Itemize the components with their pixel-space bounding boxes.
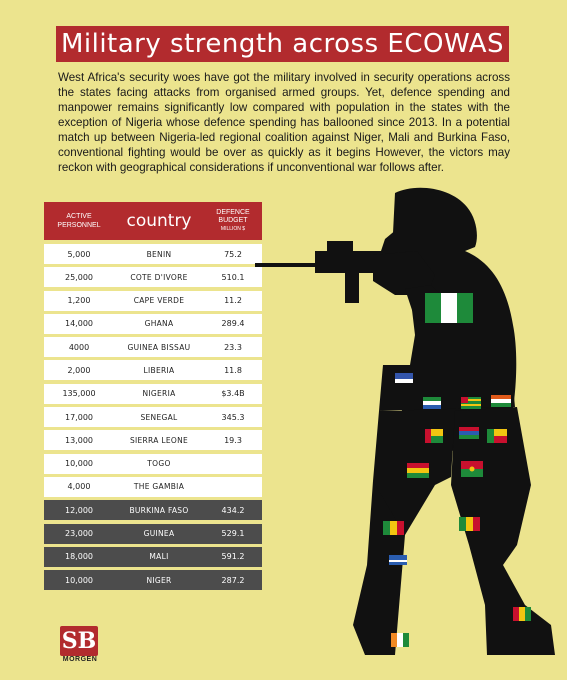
table-row [44, 547, 262, 567]
table-row [44, 454, 262, 474]
cell-country: CAPE VERDE [133, 296, 185, 306]
table-row [44, 314, 262, 334]
cell-active-personnel: 135,000 [62, 389, 96, 399]
cell-country: BURKINA FASO [129, 505, 189, 515]
strength-table [44, 202, 262, 593]
logo-mark: SB [61, 628, 97, 654]
cell-active-personnel: 4,000 [67, 482, 91, 492]
benin-flag-icon [487, 429, 507, 443]
header-budget-label: DEFENCE BUDGET [216, 209, 250, 224]
cell-country: GHANA [144, 319, 174, 329]
cell-defence-budget: 11.8 [224, 365, 242, 375]
cell-defence-budget: 529.1 [221, 529, 245, 539]
cell-country: NIGERIA [142, 389, 176, 399]
cell-active-personnel: 1,200 [67, 296, 91, 306]
table-row [44, 407, 262, 427]
table-row [44, 500, 262, 520]
burkina-faso-flag-icon [461, 461, 483, 477]
table-row [44, 430, 262, 450]
cell-country: SENEGAL [140, 412, 178, 422]
cell-active-personnel: 13,000 [65, 435, 93, 445]
gambia-flag-icon [459, 427, 479, 439]
cell-active-personnel: 2,000 [67, 365, 91, 375]
table-row [44, 570, 262, 590]
chart-title [56, 26, 509, 62]
cell-active-personnel: 10,000 [65, 459, 93, 469]
cell-defence-budget: 11.2 [224, 296, 242, 306]
cell-country: LIBERIA [143, 365, 175, 375]
table-row [44, 291, 262, 311]
mali-flag-icon [459, 517, 480, 531]
cell-active-personnel: 25,000 [65, 272, 93, 282]
ghana-flag-icon [407, 463, 429, 478]
cell-country: NIGER [146, 575, 172, 585]
cell-country: GUINEA [143, 529, 175, 539]
table-row [44, 337, 262, 357]
table-row [44, 360, 262, 380]
table-row [44, 384, 262, 404]
soldier-silhouette [255, 185, 567, 665]
cell-defence-budget: 345.3 [221, 412, 245, 422]
cell-defence-budget: 289.4 [221, 319, 245, 329]
header-active-personnel: ACTIVE PERSONNEL [57, 213, 101, 229]
table-row [44, 244, 262, 264]
cell-defence-budget: 434.2 [221, 505, 245, 515]
nigeria-flag-icon [425, 293, 473, 323]
table-header [44, 202, 262, 240]
cell-defence-budget: 19.3 [224, 435, 242, 445]
table-row [44, 267, 262, 287]
cell-country: THE GAMBIA [133, 482, 185, 492]
guinea-flag-icon [513, 607, 531, 621]
cell-country: TOGO [147, 459, 171, 469]
intro-paragraph: West Africa's security woes have got the military involved in security operations across the states facing attacks from organised armed groups. Yet, defence spending and manpower remains significantly low compared with population in the states with the exception of Nigeria whose defence spending has ballooned since 2013. In a potential match up between Nigeria-led regional coalition against Niger, Mali and Burkina Faso, conventional fighting would be over as quickly as it begins However, the victors may reckon with geographical considerations if unconventional war follows after. [58, 71, 510, 174]
senegal-flag-icon [383, 521, 404, 535]
cell-active-personnel: 18,000 [65, 552, 93, 562]
cell-defence-budget: 287.2 [221, 575, 245, 585]
cell-active-personnel: 4000 [68, 342, 90, 352]
title-text: Military strength across ECOWAS [60, 29, 505, 59]
header-budget-unit: MILLION $ [220, 226, 246, 232]
sierra-leone-flag-icon [423, 397, 441, 409]
cell-country: COTE D'IVORE [130, 272, 188, 282]
cell-active-personnel: 12,000 [65, 505, 93, 515]
togo-flag-icon [461, 397, 481, 409]
cell-country: SIERRA LEONE [129, 435, 189, 445]
cape-verde-flag-icon [389, 555, 407, 565]
table-row [44, 524, 262, 544]
cell-defence-budget: 75.2 [224, 249, 242, 259]
cell-country: GUINEA BISSAU [127, 342, 191, 352]
cell-defence-budget: 510.1 [221, 272, 245, 282]
cell-active-personnel: 17,000 [65, 412, 93, 422]
niger-flag-icon [491, 395, 511, 407]
header-country: country [126, 211, 192, 231]
table-row [44, 477, 262, 497]
cell-active-personnel: 23,000 [65, 529, 93, 539]
table-body [44, 244, 262, 590]
cell-country: MALI [149, 552, 169, 562]
cote-divoire-flag-icon [391, 633, 409, 647]
logo-name: MORGEN [62, 656, 98, 663]
cell-defence-budget: 23.3 [224, 342, 242, 352]
guinea-bissau-flag-icon [425, 429, 443, 443]
cell-defence-budget: $3.4B [221, 389, 245, 399]
cell-defence-budget: 591.2 [221, 552, 245, 562]
cell-active-personnel: 10,000 [65, 575, 93, 585]
silhouette-body [255, 188, 555, 655]
cell-country: BENIN [146, 249, 172, 259]
liberia-flag-icon [395, 373, 413, 383]
cell-active-personnel: 5,000 [67, 249, 91, 259]
cell-active-personnel: 14,000 [65, 319, 93, 329]
header-defence-budget [204, 209, 262, 233]
